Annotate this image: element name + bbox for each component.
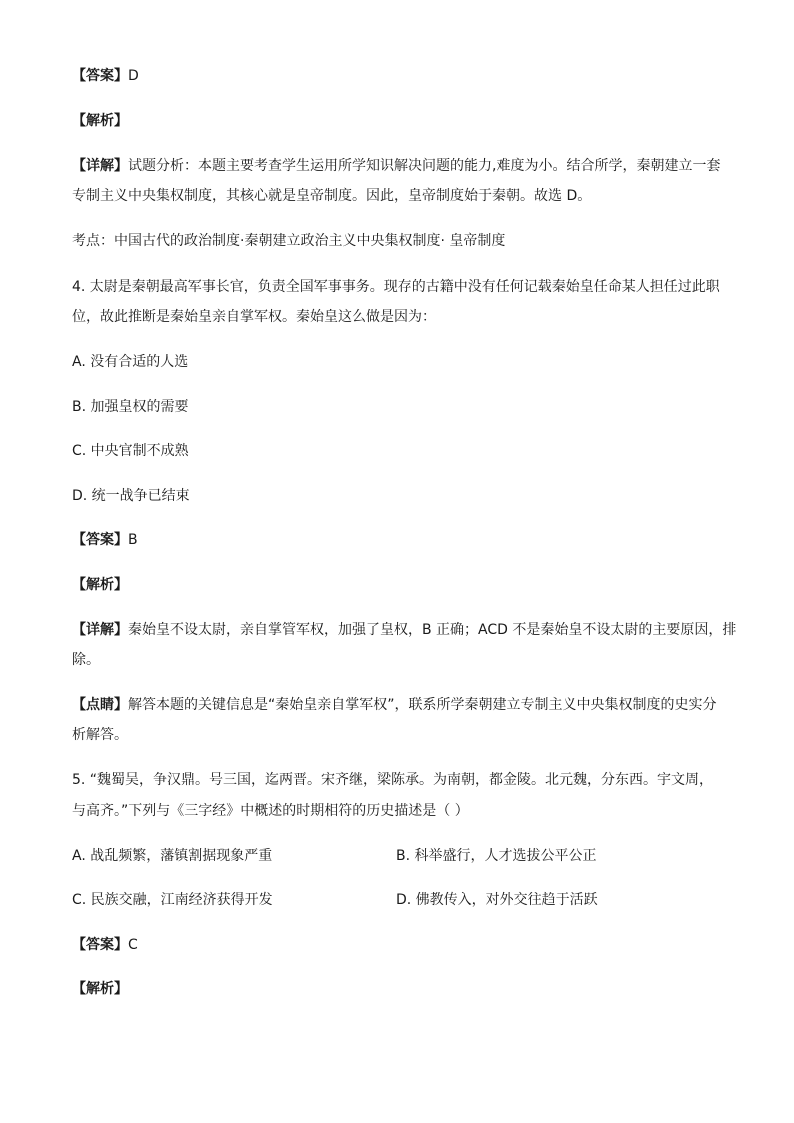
question-4-option-a: A. 没有合适的人选 bbox=[72, 354, 189, 370]
analysis-heading-2: 【解析】 bbox=[72, 577, 128, 593]
answer-label: 【答案】 bbox=[72, 937, 128, 953]
question-5-line-1: 5. “魏蜀吴，争汉鼎。号三国，迄两晋。宋齐继，梁陈承。为南朝，都金陵。北元魏，分东西。宇文周， bbox=[72, 772, 714, 788]
answer-4 bbox=[72, 530, 138, 550]
answer-5 bbox=[72, 935, 138, 955]
detail-text: 秦始皇不设太尉，亲自掌管军权，加强了皇权，B 正确；ACD 不是秦始皇不设太尉的主要原因，排 bbox=[128, 622, 737, 638]
detail-1-line-1 bbox=[72, 156, 720, 176]
detail-1-line-2: 专制主义中央集权制度，其核心就是皇帝制度。因此，皇帝制度始于秦朝。故选 D。 bbox=[72, 188, 592, 204]
answer-label: 【答案】 bbox=[72, 532, 128, 548]
analysis-heading-1: 【解析】 bbox=[72, 113, 128, 129]
question-4-option-b: B. 加强皇权的需要 bbox=[72, 399, 189, 415]
question-4-option-c: C. 中央官制不成熟 bbox=[72, 443, 189, 459]
answer-label: 【答案】 bbox=[72, 68, 128, 84]
question-5-option-b: B. 科举盛行，人才选拔公平公正 bbox=[396, 848, 597, 864]
detail-2-line-2: 除。 bbox=[72, 652, 100, 668]
question-5-option-a: A. 战乱频繁，藩镇割据现象严重 bbox=[72, 848, 273, 864]
answer-value: B bbox=[128, 532, 138, 548]
question-4-option-d: D. 统一战争已结束 bbox=[72, 488, 190, 504]
analysis-heading-3: 【解析】 bbox=[72, 981, 128, 997]
question-5-option-d: D. 佛教传入，对外交往趋于活跃 bbox=[396, 892, 598, 908]
key-point-line-2: 析解答。 bbox=[72, 727, 128, 743]
key-point-line-1 bbox=[72, 695, 717, 715]
question-5-line-2: 与高齐。”下列与《三字经》中概述的时期相符的历史描述是（ ） bbox=[72, 803, 469, 819]
answer-value: C bbox=[128, 937, 138, 953]
exam-point: 考点：中国古代的政治制度·秦朝建立政治主义中央集权制度· 皇帝制度 bbox=[72, 233, 506, 249]
key-point-text: 解答本题的关键信息是“秦始皇亲自掌军权”，联系所学秦朝建立专制主义中央集权制度的史实分 bbox=[128, 697, 717, 713]
key-point-label: 【点睛】 bbox=[72, 697, 128, 713]
answer-3 bbox=[72, 66, 139, 86]
detail-text: 试题分析：本题主要考查学生运用所学知识解决问题的能力,难度为小。结合所学，秦朝建立一套 bbox=[128, 158, 721, 174]
question-5-option-c: C. 民族交融，江南经济获得开发 bbox=[72, 892, 273, 908]
question-4-line-1: 4. 太尉是秦朝最高军事长官，负责全国军事事务。现存的古籍中没有任何记载秦始皇任命某人担任过此职 bbox=[72, 279, 720, 295]
detail-label: 【详解】 bbox=[72, 622, 128, 638]
answer-value: D bbox=[128, 68, 139, 84]
question-4-line-2: 位，故此推断是秦始皇亲自掌军权。秦始皇这么做是因为： bbox=[72, 309, 436, 325]
detail-label: 【详解】 bbox=[72, 158, 128, 174]
detail-2-line-1 bbox=[72, 620, 736, 640]
